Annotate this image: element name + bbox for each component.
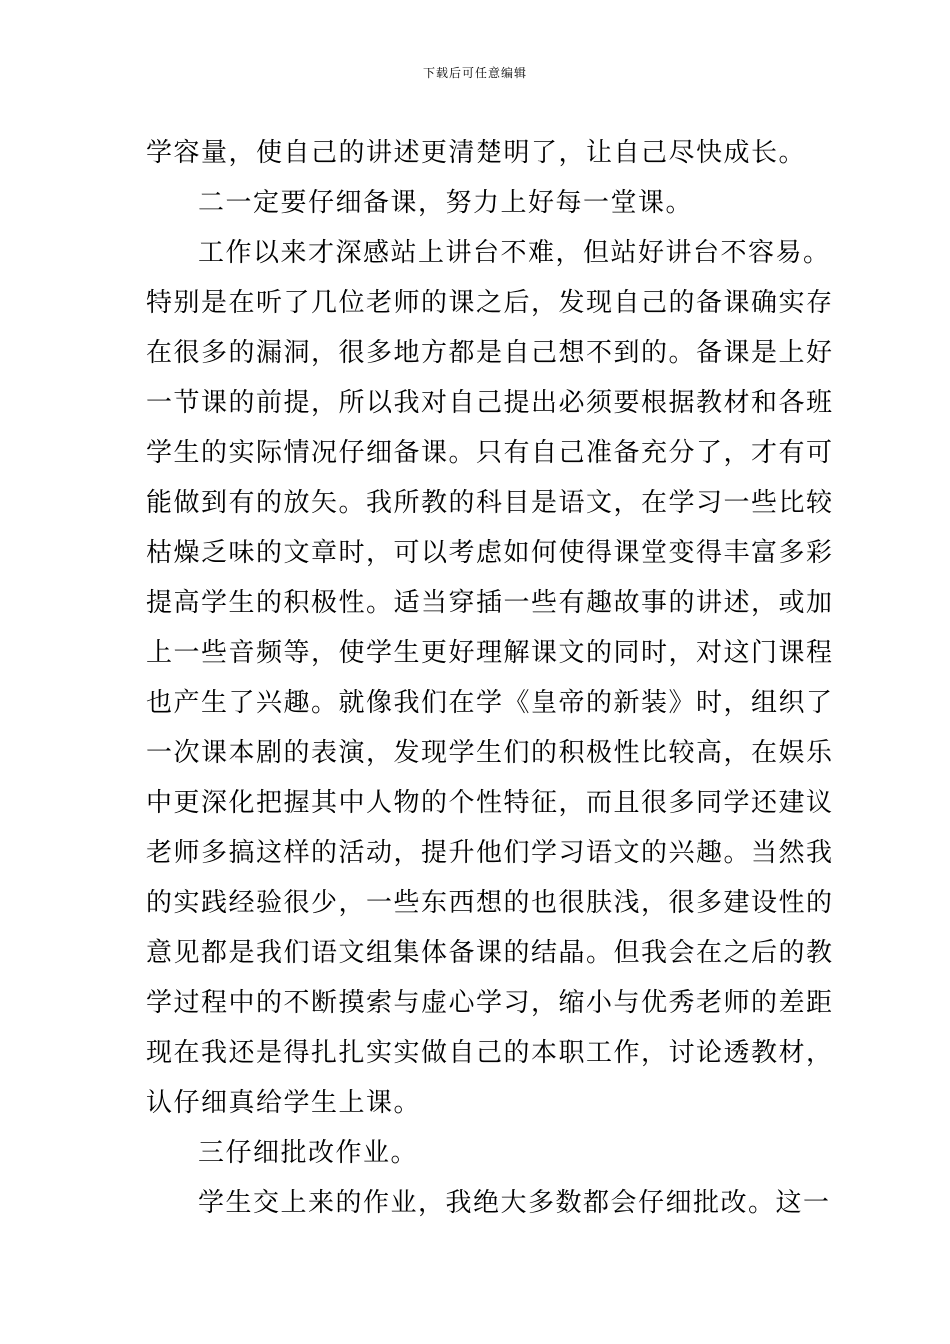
page-header: 下载后可任意编辑 — [422, 66, 527, 80]
paragraph-line: 特别是在听了几位老师的课之后，发现自己的备课确实存 — [146, 288, 834, 318]
paragraph-line: 学生的实际情况仔细备课。只有自己准备充分了，才有可 — [146, 438, 834, 468]
paragraph-line: 能做到有的放矢。我所教的科目是语文，在学习一些比较 — [146, 488, 834, 518]
paragraph-line: 学容量，使自己的讲述更清楚明了，让自己尽快成长。 — [146, 138, 807, 168]
paragraph-line: 现在我还是得扎扎实实做自己的本职工作，讨论透教材， — [146, 1038, 834, 1068]
paragraph-line: 也产生了兴趣。就像我们在学《皇帝的新装》时，组织了 — [146, 688, 834, 718]
paragraph-line: 学生交上来的作业，我绝大多数都会仔细批改。这一 — [198, 1188, 831, 1218]
paragraph-line: 学过程中的不断摸索与虚心学习，缩小与优秀老师的差距 — [146, 988, 834, 1018]
paragraph-line: 老师多搞这样的活动，提升他们学习语文的兴趣。当然我 — [146, 838, 834, 868]
paragraph-line: 一节课的前提，所以我对自己提出必须要根据教材和各班 — [146, 388, 834, 418]
section-heading: 二一定要仔细备课，努力上好每一堂课。 — [198, 188, 694, 218]
paragraph-line: 枯燥乏味的文章时，可以考虑如何使得课堂变得丰富多彩 — [146, 538, 834, 568]
paragraph-line: 意见都是我们语文组集体备课的结晶。但我会在之后的教 — [146, 938, 834, 968]
paragraph-line: 的实践经验很少，一些东西想的也很肤浅，很多建设性的 — [146, 888, 834, 918]
paragraph-line: 在很多的漏洞，很多地方都是自己想不到的。备课是上好 — [146, 338, 834, 368]
paragraph-line: 提高学生的积极性。适当穿插一些有趣故事的讲述，或加 — [146, 588, 834, 618]
body-text — [146, 128, 834, 1228]
paragraph-line: 一次课本剧的表演，发现学生们的积极性比较高，在娱乐 — [146, 738, 834, 768]
paragraph-line: 上一些音频等，使学生更好理解课文的同时，对这门课程 — [146, 638, 834, 668]
section-heading: 三仔细批改作业。 — [198, 1138, 419, 1168]
paragraph-line: 中更深化把握其中人物的个性特征，而且很多同学还建议 — [146, 788, 834, 818]
paragraph-line: 工作以来才深感站上讲台不难，但站好讲台不容易。 — [198, 238, 831, 268]
paragraph-line: 认仔细真给学生上课。 — [146, 1088, 422, 1118]
